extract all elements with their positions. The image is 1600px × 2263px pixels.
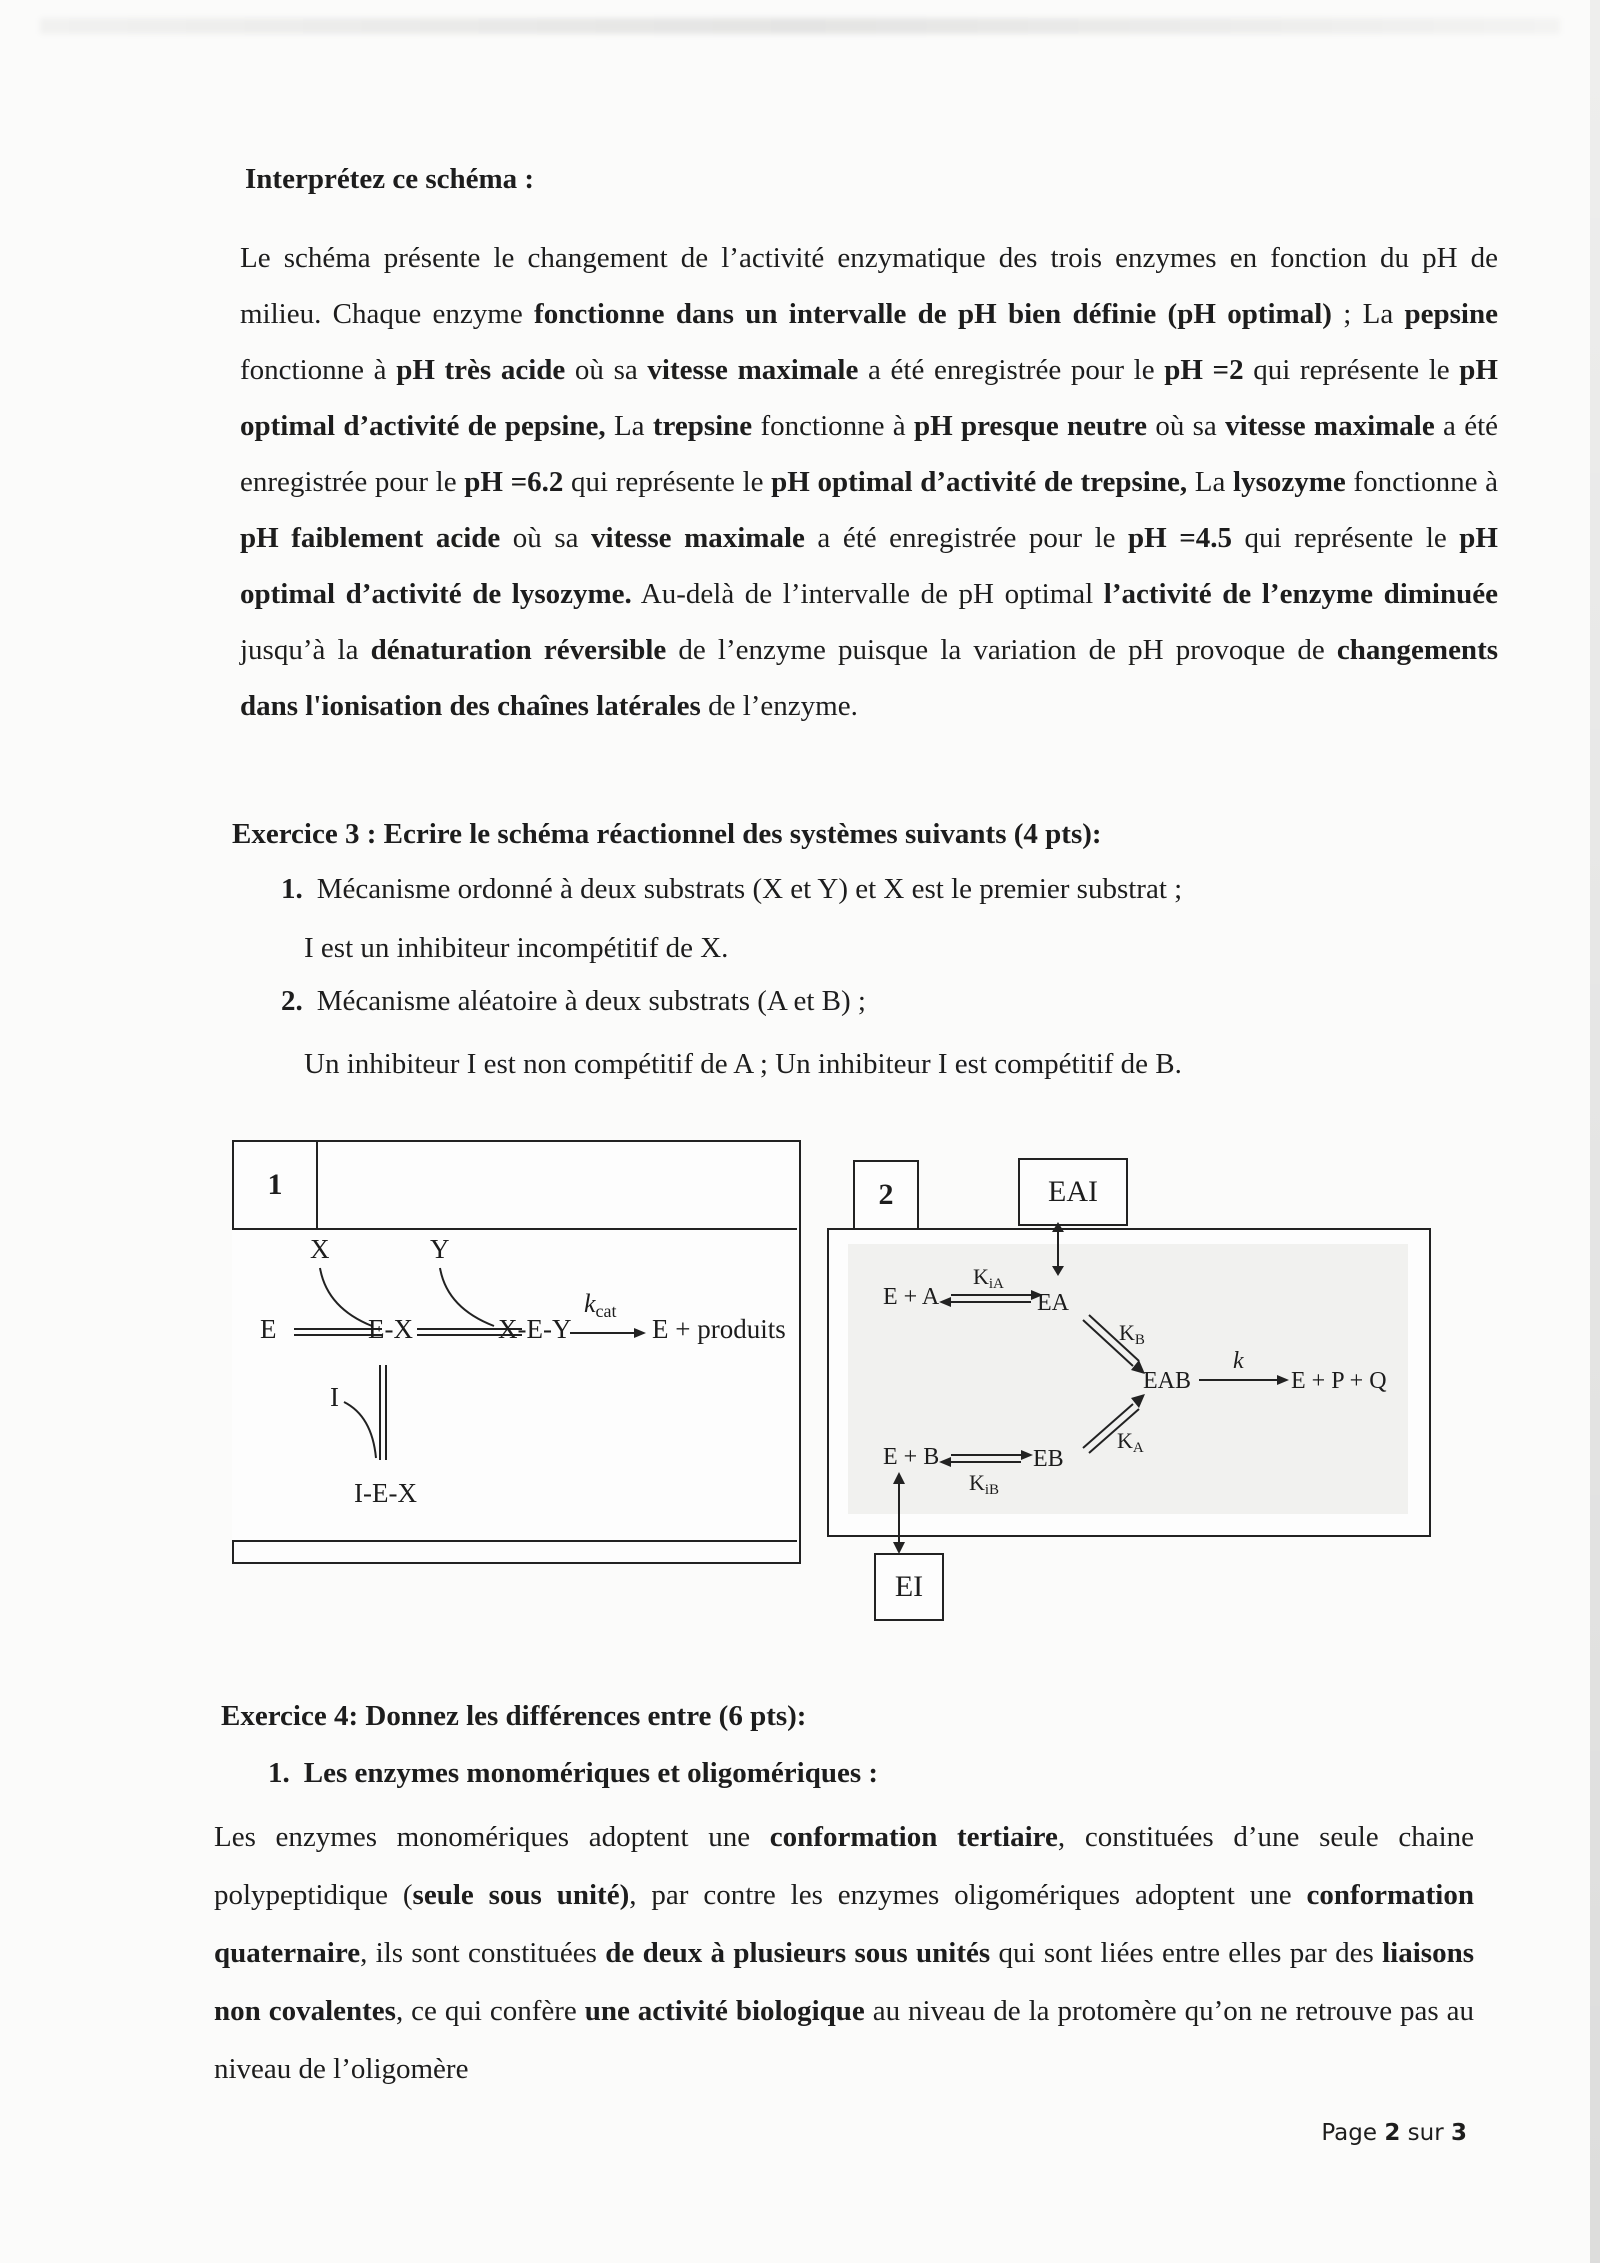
item-text: Mécanisme ordonné à deux substrats (X et Y) et X est le premier substrat ;	[316, 873, 1183, 905]
bold-run: une activité biologique	[584, 1995, 865, 2027]
eq-B-back-head	[939, 1457, 951, 1467]
products-label: E + produits	[652, 1314, 786, 1344]
text-run: a été enregistrée pour le	[858, 354, 1165, 386]
text-run: qui représente le	[1243, 354, 1460, 386]
interpretation-paragraph	[240, 230, 1498, 734]
item-number: 1.	[281, 873, 303, 905]
bold-run: pepsine	[1404, 298, 1498, 330]
k-arrow-head	[1277, 1375, 1289, 1385]
diagram2-scheme	[827, 1158, 1427, 1618]
text-run: a été enregistrée pour le	[804, 522, 1129, 554]
EAI-link-head-up	[1052, 1222, 1064, 1232]
bold-run: trepsine	[652, 410, 753, 442]
inhibitor-I: I	[330, 1382, 339, 1412]
exercise3-item1	[281, 873, 1182, 906]
exercise4-title: Exercice 4: Donnez les différences entre (6 pts):	[221, 1700, 807, 1732]
EI-link-head-up	[893, 1472, 905, 1484]
species-XEY: X-E-Y	[498, 1314, 572, 1344]
binding-curve-Y	[440, 1268, 494, 1326]
bold-run: dénaturation réversible	[370, 634, 667, 666]
species-E-plus-B: E + B	[883, 1444, 940, 1470]
bold-run: pH optimal d’activité de lysozyme.	[240, 522, 1498, 610]
text-run: a été enregistrée pour le	[240, 410, 1499, 498]
text-run: La	[1187, 466, 1234, 498]
bold-run: pH très acide	[396, 354, 566, 386]
eq-EB-EAB-head	[1131, 1394, 1145, 1408]
text-run: qui sont liées entre elles par des	[990, 1937, 1383, 1969]
bold-run: fonctionne dans un intervalle de pH bien définie (pH optimal)	[534, 298, 1332, 330]
bold-run: changements dans l'ionisation des chaînes latérales	[240, 634, 1499, 722]
text-run: où sa	[500, 522, 592, 554]
scan-shadow-top	[40, 18, 1560, 34]
KiA-label: KiA	[973, 1264, 1004, 1292]
text-run: de l’enzyme puisque la variation de pH provoque de	[666, 634, 1337, 666]
bold-run: pH =4.5	[1128, 522, 1233, 554]
item-number: 1.	[268, 1757, 290, 1789]
text-run: au niveau de la protomère qu’on ne retrouve pas au niveau de l’oligomère	[214, 1995, 1474, 2085]
species-E-plus-A: E + A	[883, 1284, 940, 1310]
section-title: Interprétez ce schéma :	[245, 163, 535, 195]
products-PQ: E + P + Q	[1291, 1368, 1387, 1394]
species-EX: E-X	[368, 1314, 413, 1344]
text-run: , constituées d’une seule chaine polypeptidique (	[214, 1821, 1475, 1911]
text-run: qui représente le	[563, 466, 772, 498]
item-title: Les enzymes monomériques et oligomériques :	[303, 1757, 879, 1789]
bold-run: seule sous unité)	[412, 1879, 630, 1911]
item-text: Mécanisme aléatoire à deux substrats (A et B) ;	[316, 985, 866, 1017]
text-run: Le schéma présente le changement de l’activité enzymatique des trois enzymes en fonction du pH de milieu. Chaque enzyme	[240, 242, 1498, 330]
diagram2-number: 2	[853, 1160, 919, 1230]
text-run: jusqu’à la	[240, 634, 371, 666]
EAI-link-head-down	[1052, 1266, 1064, 1276]
exercise3-item1-cont: I est un inhibiteur incompétitif de X.	[304, 932, 729, 964]
text-run: Les enzymes monomériques adoptent une	[214, 1821, 770, 1853]
scan-shadow-right	[1590, 0, 1600, 2263]
item-number: 2.	[281, 985, 303, 1017]
KiB-label: KiB	[969, 1470, 1000, 1498]
text-run: fonctionne à	[752, 410, 914, 442]
complex-IEX: I-E-X	[354, 1478, 417, 1508]
text-run: où sa	[565, 354, 648, 386]
bold-run: pH optimal d’activité de trepsine,	[771, 466, 1188, 498]
diagram1-scheme	[232, 1140, 797, 1560]
bold-run: pH =6.2	[464, 466, 564, 498]
EI-link-head-down	[893, 1542, 905, 1554]
bold-run: pH =2	[1164, 354, 1244, 386]
text-run: qui représente le	[1232, 522, 1460, 554]
binding-curve-X	[320, 1268, 372, 1326]
text-run: La	[605, 410, 653, 442]
bold-run: conformation tertiaire	[769, 1821, 1058, 1853]
page-number: 2	[1384, 2120, 1401, 2146]
bold-run: vitesse maximale	[647, 354, 859, 386]
bold-run: pH faiblement acide	[240, 522, 501, 554]
inhibitor-curve	[344, 1402, 376, 1458]
text-run: , ce qui confère	[395, 1995, 585, 2027]
bold-run: l’activité de l’enzyme diminuée	[1103, 578, 1498, 610]
kcat-arrow-head	[634, 1328, 646, 1338]
species-EAB: EAB	[1143, 1368, 1191, 1394]
text-run: fonctionne à	[240, 354, 397, 386]
exercise3-item2	[281, 985, 866, 1018]
text-run: où sa	[1147, 410, 1226, 442]
diagram1-number: 1	[232, 1140, 318, 1230]
substrate-Y: Y	[430, 1234, 450, 1264]
text-run: fonctionne à	[1345, 466, 1498, 498]
bold-run: liaisons non covalentes	[214, 1937, 1474, 2027]
bold-run: lysozyme	[1233, 466, 1346, 498]
text-run: Au-delà de l’intervalle de pH optimal	[631, 578, 1104, 610]
exercise4-paragraph	[214, 1808, 1474, 2098]
bold-run: pH optimal d’activité de pepsine,	[240, 354, 1498, 442]
KA-label: KA	[1117, 1428, 1144, 1456]
page-total: 3	[1450, 2120, 1467, 2146]
bold-run: vitesse maximale	[1225, 410, 1435, 442]
kcat-label: kcat	[584, 1289, 617, 1321]
bold-run: vitesse maximale	[591, 522, 805, 554]
species-E: E	[260, 1314, 277, 1344]
bold-run: pH presque neutre	[913, 410, 1148, 442]
eq-A-back-head	[939, 1297, 951, 1307]
species-EB: EB	[1033, 1446, 1064, 1472]
eq-B-forward-head	[1021, 1450, 1033, 1460]
sur-word: sur	[1407, 2120, 1444, 2146]
KB-label: KB	[1119, 1320, 1145, 1348]
text-run: de l’enzyme.	[700, 690, 858, 722]
page-word: Page	[1321, 2120, 1377, 2146]
text-run: , ils sont constituées	[360, 1937, 606, 1969]
k-label: k	[1233, 1348, 1244, 1374]
substrate-X: X	[310, 1234, 330, 1264]
complex-EAI-box: EAI	[1018, 1158, 1128, 1226]
bold-run: de deux à plusieurs sous unités	[605, 1937, 991, 1969]
complex-EI-box: EI	[874, 1553, 944, 1621]
text-run: , par contre les enzymes oligomériques adoptent une	[629, 1879, 1307, 1911]
exercise3-item2-cont: Un inhibiteur I est non compétitif de A ; Un inhibiteur I est compétitif de B.	[304, 1048, 1182, 1080]
bold-run: conformation quaternaire	[214, 1879, 1474, 1969]
species-EA: EA	[1037, 1290, 1069, 1316]
exercise4-item1	[268, 1757, 878, 1790]
text-run: ; La	[1331, 298, 1405, 330]
page-footer	[1321, 2120, 1467, 2146]
exercise3-title: Exercice 3 : Ecrire le schéma réactionnel des systèmes suivants (4 pts):	[232, 818, 1102, 850]
